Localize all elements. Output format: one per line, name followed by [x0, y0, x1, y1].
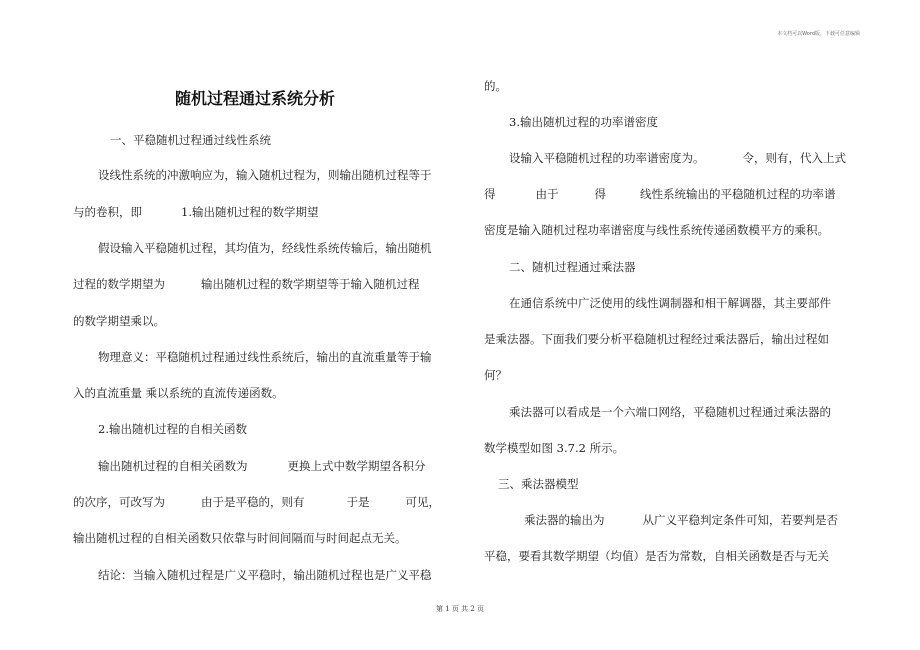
paragraph-line: 数学模型如图 3.7.2 所示。: [484, 441, 625, 455]
paragraph-line: 在通信系统中广泛使用的线性调制器和相干解调器，其主要部件: [509, 296, 831, 310]
paragraph-line: 的数学期望乘以。: [73, 314, 165, 328]
subheading: 3.输出随机过程的功率谱密度: [509, 115, 658, 129]
paragraph-line: 乘法器可以看成是一个六端口网络，平稳随机过程通过乘法器的: [509, 405, 831, 419]
page-number: 第 1 页 共 2 页: [435, 605, 485, 613]
paragraph-line: [484, 186, 836, 202]
text-segment: 从广义平稳判定条件可知，若要判是否: [642, 513, 838, 527]
text-segment: 与的卷积，即: [73, 205, 142, 219]
paragraph-line: [98, 458, 426, 474]
section-heading-3: 三、乘法器模型: [498, 477, 579, 491]
paragraph-line: 设线性系统的冲激响应为，输入随机过程为，则输出随机过程等于: [98, 168, 432, 182]
paragraph-line: [73, 276, 420, 292]
paragraph-line: 是乘法器。下面我们要分析平稳随机过程经过乘法器后，输出过程如: [484, 332, 829, 346]
paragraph-line: 入的直流重量 乘以系统的直流传递函数。: [73, 386, 284, 400]
subheading: 2.输出随机过程的自相关函数: [98, 422, 247, 436]
paragraph-line: 的。: [484, 79, 507, 93]
text-segment: 可见，: [405, 495, 440, 509]
subheading: 1.输出随机过程的数学期望: [181, 205, 319, 219]
paragraph-line: 输出随机过程的自相关函数只依靠与时间间隔而与时间起点无关。: [73, 531, 407, 545]
text-segment: 的次序，可改写为: [73, 495, 165, 509]
document-title: 随机过程通过系统分析: [174, 89, 335, 108]
section-heading-2: 二、随机过程通过乘法器: [509, 260, 636, 274]
header-note: 本文档可以Word版，下载可任意编辑: [777, 31, 860, 37]
text-segment: 由于是平稳的，则有: [201, 495, 305, 509]
text-segment: 输出随机过程的数学期望等于输入随机过程: [201, 277, 420, 291]
paragraph-line: [73, 494, 440, 510]
paragraph-line: 假设输入平稳随机过程，其均值为，经线性系统传输后，输出随机: [98, 241, 432, 255]
text-segment: 乘法器的输出为: [524, 513, 605, 527]
text-segment: 得: [484, 187, 496, 201]
text-segment: 得: [594, 187, 606, 201]
text-segment: 输出随机过程的自相关函数为: [98, 459, 248, 473]
section-heading-1: 一、平稳随机过程通过线性系统: [110, 133, 271, 147]
paragraph-line: 结论：当输入随机过程是广义平稳时，输出随机过程也是广义平稳: [98, 568, 432, 582]
paragraph-line: [524, 512, 838, 528]
text-segment: 设输入平稳随机过程的功率谱密度为。: [509, 151, 705, 165]
text-segment: 线性系统输出的平稳随机过程的功率谱: [640, 187, 836, 201]
text-segment: 过程的数学期望为: [73, 277, 165, 291]
paragraph-line: [73, 204, 318, 220]
paragraph-line: 平稳，要看其数学期望（均值）是否为常数，自相关函数是否与无关: [484, 549, 829, 563]
paragraph-line: 密度是输入随机过程功率谱密度与线性系统传递函数模平方的乘积。: [484, 223, 829, 237]
paragraph-line: 物理意义：平稳随机过程通过线性系统后，输出的直流重量等于输: [98, 350, 432, 364]
text-segment: 由于: [535, 187, 559, 201]
text-segment: 于是: [346, 495, 370, 509]
text-segment: 令，则有，代入上式: [742, 151, 846, 165]
paragraph-line: [509, 150, 846, 166]
text-segment: 更换上式中数学期望各积分: [287, 459, 426, 473]
paragraph-line: 何？: [484, 368, 507, 382]
